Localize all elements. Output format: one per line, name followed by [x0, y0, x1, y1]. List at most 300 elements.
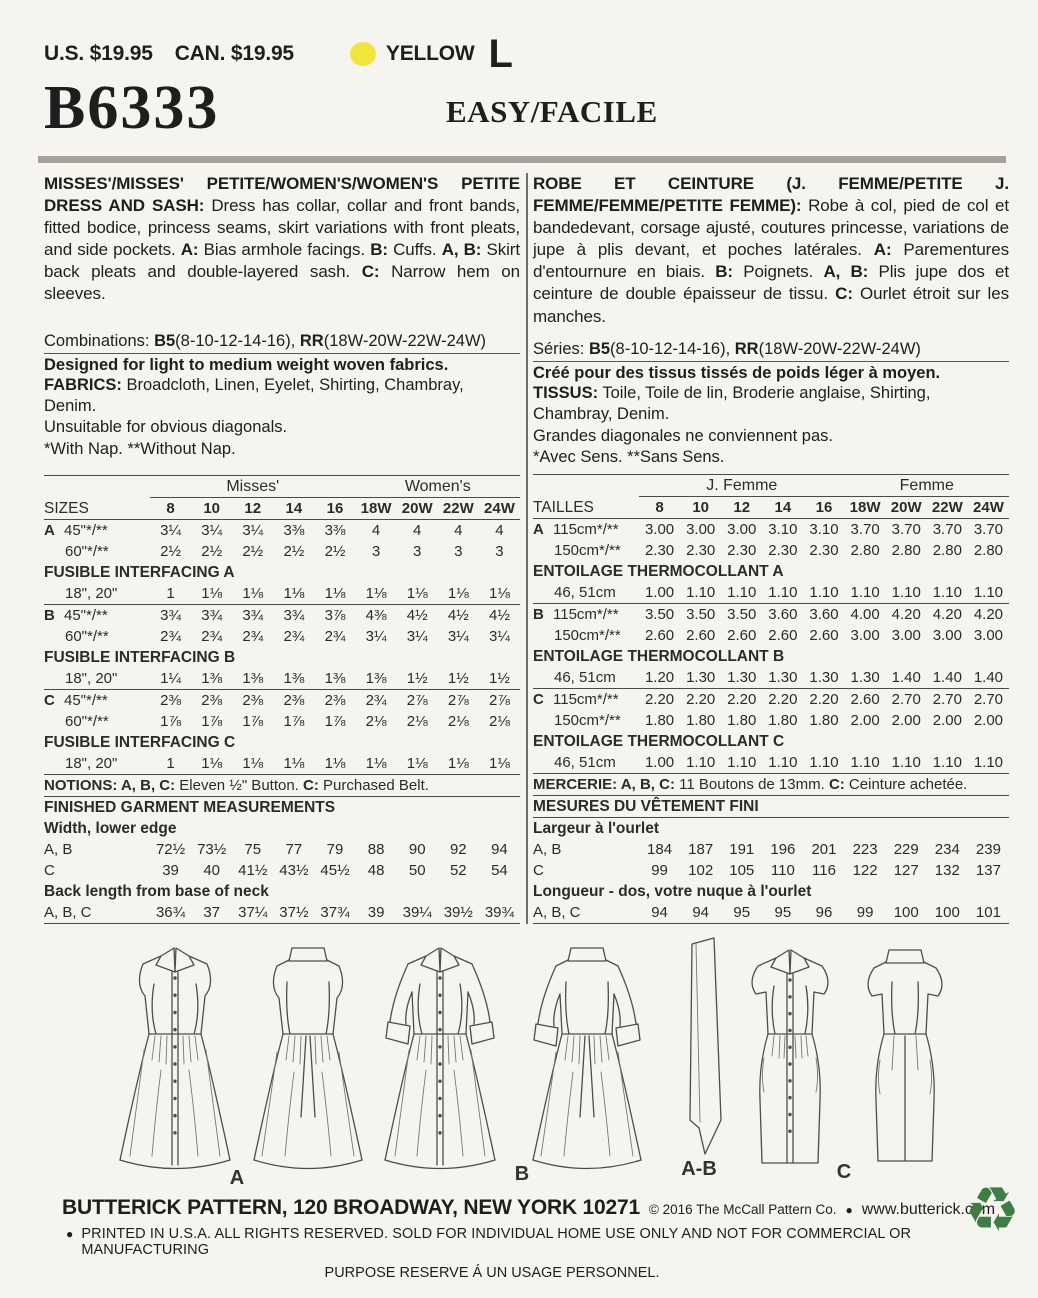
value-cell: 191	[729, 841, 755, 859]
copyright-text: © 2016 The McCall Pattern Co.	[648, 1202, 837, 1218]
value-cell: 137	[975, 862, 1001, 880]
value-cell: 122	[852, 862, 878, 880]
value-cell: 3	[371, 543, 381, 561]
size-header-cell: 20W	[886, 497, 927, 519]
row-label: 18", 20"	[65, 670, 118, 688]
description-fr: ROBE ET CEINTURE (J. FEMME/PETITE J. FEMME/FEMME/PETITE FEMME): Robe à col, pied de col et bandedevant, corsage ajusté, coutures princesse, variations de jupe à plis devant, et poches latérales. A: Parementures d'entournure en biais. B: Poignets. A, B: Plis jupe dos et ceinture de double épaisseur de tissu. C: Ourlet étroit sur les manches.	[533, 174, 1009, 326]
sizes-header-row	[44, 498, 520, 520]
value-cell: 3.70	[932, 521, 962, 539]
view-c-back-drawing	[868, 950, 942, 1161]
value-cell: 3	[413, 543, 422, 561]
value-cell: 2.20	[639, 689, 680, 711]
value-cell: 39½	[443, 904, 473, 922]
value-cell: 2.80	[891, 542, 921, 560]
value-cell: 2.20	[803, 689, 844, 711]
nap-note-fr: *Avec Sens. **Sans Sens.	[533, 447, 725, 466]
value-cell: 3.00	[850, 627, 880, 645]
notions-note: MERCERIE: A, B, C: 11 Boutons de 13mm. C: Ceinture achetée.	[533, 774, 1009, 796]
value-cell: 1.80	[768, 712, 798, 730]
value-cell: 2.80	[850, 542, 880, 560]
nap-note-en: *With Nap. **Without Nap.	[44, 439, 236, 458]
value-cell: 2⅜	[273, 690, 314, 712]
table-row	[533, 818, 1009, 840]
title-row	[44, 76, 1002, 154]
size-header-cell: 12	[232, 498, 273, 520]
value-cell: 2.80	[973, 542, 1004, 560]
value-cell: 1⅛	[447, 585, 469, 603]
rights-line	[62, 1226, 1008, 1258]
table-row	[533, 646, 1009, 667]
yardage-table	[533, 474, 1009, 924]
value-cell: 3.10	[768, 521, 798, 539]
combinations-en: Combinations: B5(8-10-12-14-16), RR(18W-20W-22W-24W)	[44, 332, 520, 354]
value-cell: 43½	[279, 862, 309, 880]
value-cell: 2¾	[201, 628, 223, 646]
value-cell: 39¾	[484, 904, 515, 922]
section-label: Width, lower edge	[44, 820, 177, 838]
value-cell: 1⅜	[283, 670, 305, 688]
value-cell: 39	[367, 904, 385, 922]
row-label: B 45"*/**	[44, 605, 150, 627]
value-cell: 184	[647, 841, 673, 859]
envelope-header	[0, 0, 1038, 163]
value-cell: 2⅞	[397, 690, 438, 712]
bullet-icon: ●	[66, 1227, 74, 1242]
row-label: A, B	[44, 841, 73, 859]
row-label: 46, 51cm	[554, 669, 616, 687]
value-cell: 4⅜	[356, 605, 397, 627]
value-cell: 3.00	[644, 521, 675, 539]
value-cell: 1.30	[768, 669, 798, 687]
value-cell: 77	[285, 841, 303, 859]
value-cell: 1.00	[644, 754, 675, 772]
value-cell: 2.20	[762, 689, 803, 711]
table-row	[533, 561, 1009, 582]
table-row	[44, 690, 520, 712]
value-cell: 1.00	[644, 584, 675, 602]
sizes-header-row	[533, 497, 1009, 519]
table-row	[44, 732, 520, 753]
row-label: A, B	[533, 841, 562, 859]
value-cell: 94	[491, 841, 508, 859]
value-cell: 40	[203, 862, 220, 880]
value-cell: 2.00	[973, 712, 1004, 730]
value-cell: 4.20	[968, 604, 1009, 626]
value-cell: 4½	[397, 605, 438, 627]
value-cell: 2.60	[809, 627, 839, 645]
size-group-row	[533, 475, 1009, 497]
value-cell: 187	[688, 841, 714, 859]
value-cell: 1⅛	[489, 755, 510, 773]
size-header-cell: 22W	[927, 497, 968, 519]
value-cell: 1⅛	[447, 755, 469, 773]
size-header-cell: 8	[639, 497, 680, 519]
value-cell: 2⅛	[365, 713, 387, 731]
value-cell: 1⅛	[324, 755, 346, 773]
value-cell: 1.30	[809, 669, 839, 687]
table-row	[44, 881, 520, 902]
value-cell: 1.10	[932, 584, 962, 602]
publisher-line	[62, 1196, 1008, 1220]
value-cell: 1.40	[973, 669, 1004, 687]
table-row	[44, 753, 520, 775]
table-row	[533, 667, 1009, 689]
rights-text: PRINTED IN U.S.A. ALL RIGHTS RESERVED. SOLD FOR INDIVIDUAL HOME USE ONLY AND NOT FOR COMMERCIAL OR MANUFACTURING	[81, 1226, 912, 1259]
value-cell: 3¾	[150, 605, 191, 627]
value-cell: 3.70	[973, 521, 1004, 539]
section-label: FINISHED GARMENT MEASUREMENTS	[44, 799, 336, 817]
value-cell: 3¼	[406, 628, 428, 646]
row-label: 60"*/**	[65, 713, 109, 731]
value-cell: 1⅛	[242, 755, 264, 773]
yardage-table	[44, 475, 520, 924]
row-label: 150cm*/**	[554, 712, 621, 730]
value-cell: 2⅛	[406, 713, 428, 731]
size-header-cell: 14	[273, 498, 314, 520]
value-cell: 95	[774, 904, 792, 922]
value-cell: 1⅛	[365, 585, 387, 603]
table-row	[533, 604, 1009, 626]
value-cell: 2.60	[768, 627, 798, 645]
section-label: FUSIBLE INTERFACING A	[44, 564, 235, 582]
sizes-label: TAILLES	[533, 497, 639, 519]
size-header-cell: 10	[191, 498, 232, 520]
fabrics-fr: TISSUS: Toile, Toile de lin, Broderie anglaise, Shirting, Chambray, Denim.	[533, 383, 931, 424]
value-cell: 4	[413, 522, 422, 540]
value-cell: 3⅞	[314, 605, 355, 627]
value-cell: 2.60	[727, 627, 757, 645]
value-cell: 105	[729, 862, 755, 880]
value-cell: 3.00	[686, 521, 716, 539]
value-cell: 2⅜	[191, 690, 232, 712]
value-cell: 1⅞	[201, 713, 223, 731]
value-cell: 2.00	[850, 712, 880, 730]
value-cell: 1.10	[932, 754, 962, 772]
value-cell: 3.00	[891, 627, 921, 645]
value-cell: 2.60	[686, 627, 716, 645]
size-header-cell: 22W	[438, 498, 479, 520]
section-label: FUSIBLE INTERFACING C	[44, 734, 236, 752]
value-cell: 2.20	[721, 689, 762, 711]
view-b-back-drawing	[533, 948, 641, 1169]
value-cell: 52	[449, 862, 467, 880]
unsuitable-en: Unsuitable for obvious diagonals.	[44, 418, 288, 437]
section-label: ENTOILAGE THERMOCOLLANT B	[533, 648, 785, 666]
value-cell: 1.30	[727, 669, 757, 687]
value-cell: 2.70	[968, 689, 1009, 711]
table-row	[44, 626, 520, 647]
value-cell: 37¾	[320, 904, 350, 922]
table-row	[533, 839, 1009, 860]
size-group-row	[44, 476, 520, 498]
value-cell: 1⅛	[406, 755, 428, 773]
value-cell: 2⅞	[479, 690, 520, 712]
view-a-front-drawing	[120, 948, 230, 1169]
row-label: B 115cm*/**	[533, 604, 639, 626]
size-header-cell: 18W	[845, 497, 886, 519]
value-cell: 73½	[197, 841, 227, 859]
value-cell: 2.70	[927, 689, 968, 711]
table-cell	[533, 475, 639, 497]
section-label: ENTOILAGE THERMOCOLLANT C	[533, 733, 785, 751]
value-cell: 37	[203, 904, 220, 922]
value-cell: 132	[934, 862, 960, 880]
value-cell: 4.20	[886, 604, 927, 626]
value-cell: 3⅜	[283, 522, 305, 540]
value-cell: 2⅜	[314, 690, 355, 712]
can-price: CAN. $19.95	[174, 42, 294, 65]
value-cell: 2⅜	[150, 690, 191, 712]
yardage-table-en	[44, 469, 520, 924]
value-cell: 2¾	[160, 628, 181, 646]
table-row	[533, 774, 1009, 796]
value-cell: 2⅛	[447, 713, 469, 731]
value-cell: 3	[454, 543, 463, 561]
value-cell: 3.10	[809, 521, 839, 539]
size-header-cell: 8	[150, 498, 191, 520]
value-cell: 2.60	[644, 627, 675, 645]
value-cell: 1.10	[809, 584, 839, 602]
value-cell: 3¼	[447, 628, 469, 646]
view-b-label: B	[514, 1163, 530, 1186]
value-cell: 3	[495, 543, 504, 561]
value-cell: 100	[934, 904, 960, 922]
row-label: 150cm*/**	[554, 542, 621, 560]
value-cell: 1⅜	[201, 670, 223, 688]
designed-for-en: Designed for light to medium weight woven fabrics.	[44, 355, 449, 374]
value-cell: 3.00	[973, 627, 1004, 645]
value-cell: 223	[852, 841, 878, 859]
value-cell: 1.10	[768, 584, 798, 602]
value-cell: 3¾	[273, 605, 314, 627]
value-cell: 2⅞	[438, 690, 479, 712]
value-cell: 1⅛	[283, 585, 305, 603]
value-cell: 239	[975, 841, 1001, 859]
size-group-label: J. Femme	[639, 475, 845, 497]
value-cell: 75	[244, 841, 262, 859]
size-group-label: Women's	[356, 476, 520, 498]
value-cell: 4	[495, 522, 504, 540]
value-cell: 1⅛	[242, 585, 264, 603]
view-a-label: A	[229, 1167, 245, 1190]
color-dot-icon	[350, 42, 376, 66]
value-cell: 2⅛	[489, 713, 510, 731]
pattern-number: B6333	[44, 74, 220, 142]
row-label: A 45"*/**	[44, 522, 108, 540]
value-cell: 3¼	[365, 628, 387, 646]
sizes-label: SIZES	[44, 498, 150, 520]
cup-size-letter: L	[488, 32, 513, 76]
value-cell: 2.70	[886, 689, 927, 711]
value-cell: 1.30	[686, 669, 716, 687]
french-column	[533, 173, 1009, 924]
value-cell: 3.50	[680, 604, 721, 626]
price-row	[44, 34, 1002, 74]
value-cell: 2¾	[283, 628, 305, 646]
bullet-icon: ●	[845, 1203, 853, 1218]
value-cell: 99	[651, 862, 668, 880]
table-row	[44, 520, 520, 542]
value-cell: 3.00	[932, 627, 962, 645]
value-cell: 39	[162, 862, 179, 880]
value-cell: 3.70	[891, 521, 921, 539]
table-row	[533, 752, 1009, 774]
value-cell: 1⅛	[489, 585, 510, 603]
table-row	[533, 689, 1009, 711]
value-cell: 3¾	[232, 605, 273, 627]
value-cell: 2.80	[932, 542, 962, 560]
value-cell: 72½	[155, 841, 186, 859]
value-cell: 2½	[160, 543, 181, 561]
table-row	[44, 818, 520, 839]
value-cell: 2½	[201, 543, 223, 561]
value-cell: 2½	[283, 543, 305, 561]
row-label: 46, 51cm	[554, 584, 616, 602]
table-row	[44, 605, 520, 627]
value-cell: 1.10	[809, 754, 839, 772]
table-row	[533, 540, 1009, 561]
header-rule	[38, 156, 1006, 163]
value-cell: 2.20	[680, 689, 721, 711]
value-cell: 50	[408, 862, 426, 880]
table-row	[533, 582, 1009, 604]
size-group-label: Femme	[845, 475, 1009, 497]
color-name: YELLOW	[385, 42, 475, 65]
table-row	[44, 839, 520, 860]
value-cell: 4½	[479, 605, 520, 627]
view-c-label: C	[836, 1161, 852, 1184]
value-cell: 1.10	[891, 584, 921, 602]
row-label: A 115cm*/**	[533, 521, 619, 539]
value-cell: 3¼	[489, 628, 510, 646]
value-cell: 1⅞	[324, 713, 346, 731]
value-cell: 95	[733, 904, 751, 922]
value-cell: 1.10	[686, 584, 716, 602]
value-cell: 101	[975, 904, 1001, 922]
value-cell: 1⅜	[365, 670, 387, 688]
value-cell: 2.30	[727, 542, 757, 560]
value-cell: 1.80	[809, 712, 839, 730]
value-cell: 1.10	[850, 584, 880, 602]
value-cell: 92	[449, 841, 467, 859]
value-cell: 1⅛	[324, 585, 346, 603]
row-label: A, B, C	[533, 904, 581, 922]
table-row	[533, 881, 1009, 902]
value-cell: 3.60	[762, 604, 803, 626]
value-cell: 54	[491, 862, 508, 880]
value-cell: 100	[893, 904, 919, 922]
value-cell: 3¼	[242, 522, 264, 540]
value-cell: 1½	[447, 670, 469, 688]
english-column	[44, 173, 520, 924]
table-row	[44, 583, 520, 605]
table-row	[533, 731, 1009, 752]
size-header-cell: 24W	[479, 498, 520, 520]
notions-note: NOTIONS: A, B, C: Eleven ½" Button. C: Purchased Belt.	[44, 775, 520, 797]
table-row	[44, 860, 520, 881]
value-cell: 4	[454, 522, 463, 540]
value-cell: 196	[770, 841, 796, 859]
table-row	[533, 860, 1009, 881]
size-header-cell: 16	[803, 497, 844, 519]
yardage-table-fr	[533, 468, 1009, 924]
value-cell: 1.10	[973, 584, 1004, 602]
value-cell: 116	[812, 862, 836, 880]
table-row	[533, 625, 1009, 646]
table-row	[533, 796, 1009, 818]
size-header-cell: 16	[314, 498, 355, 520]
value-cell: 2.30	[809, 542, 839, 560]
size-header-cell: 18W	[356, 498, 397, 520]
unsuitable-fr: Grandes diagonales ne conviennent pas.	[533, 426, 833, 445]
purpose-line: PURPOSE RESERVE Á UN USAGE PERSONNEL.	[324, 1265, 660, 1282]
value-cell: 2.00	[932, 712, 962, 730]
designed-for-fr: Créé pour des tissus tissés de poids léger à moyen.	[533, 363, 941, 382]
table-row	[533, 519, 1009, 541]
value-cell: 3⅜	[324, 522, 346, 540]
table-row	[44, 647, 520, 668]
value-cell: 1⅜	[242, 670, 264, 688]
value-cell: 2.30	[644, 542, 675, 560]
value-cell: 127	[893, 862, 919, 880]
value-cell: 4	[371, 522, 381, 540]
value-cell: 37½	[279, 904, 309, 922]
us-price: U.S. $19.95	[44, 42, 153, 65]
value-cell: 99	[856, 904, 874, 922]
row-label: C	[533, 862, 544, 880]
size-group-label: Misses'	[150, 476, 356, 498]
value-cell: 94	[651, 904, 668, 922]
table-row	[44, 562, 520, 583]
value-cell: 1.40	[891, 669, 921, 687]
value-cell: 1.10	[850, 754, 880, 772]
value-cell: 36¾	[155, 904, 186, 922]
value-cell: 1⅞	[283, 713, 305, 731]
table-row	[44, 902, 520, 924]
view-a-back-drawing	[254, 948, 362, 1169]
row-label: 18", 20"	[65, 755, 118, 773]
row-label: 60"*/**	[65, 628, 109, 646]
value-cell: 110	[770, 862, 795, 880]
size-header-cell: 24W	[968, 497, 1009, 519]
value-cell: 3¼	[160, 522, 181, 540]
row-label: C 115cm*/**	[533, 689, 639, 711]
value-cell: 79	[326, 841, 344, 859]
table-row	[44, 711, 520, 732]
section-label: Largeur à l'ourlet	[533, 820, 659, 838]
table-row	[44, 668, 520, 690]
value-cell: 1⅞	[160, 713, 181, 731]
value-cell: 2¾	[242, 628, 264, 646]
value-cell: 1⅛	[365, 755, 387, 773]
row-label: 46, 51cm	[554, 754, 616, 772]
value-cell: 1⅛	[201, 585, 223, 603]
value-cell: 3¼	[201, 522, 223, 540]
value-cell: 4.00	[845, 604, 886, 626]
value-cell: 2¾	[356, 690, 397, 712]
size-header-cell: 10	[680, 497, 721, 519]
value-cell: 1.40	[932, 669, 962, 687]
value-cell: 1½	[489, 670, 510, 688]
table-row	[44, 775, 520, 797]
value-cell: 2½	[324, 543, 346, 561]
value-cell: 90	[408, 841, 426, 859]
value-cell: 2.30	[768, 542, 798, 560]
difficulty-label: EASY/FACILE	[446, 94, 658, 129]
row-label: C 45"*/**	[44, 690, 150, 712]
value-cell: 1	[166, 585, 175, 603]
combinations-fr: Séries: B5(8-10-12-14-16), RR(18W-20W-22W-24W)	[533, 340, 1009, 362]
